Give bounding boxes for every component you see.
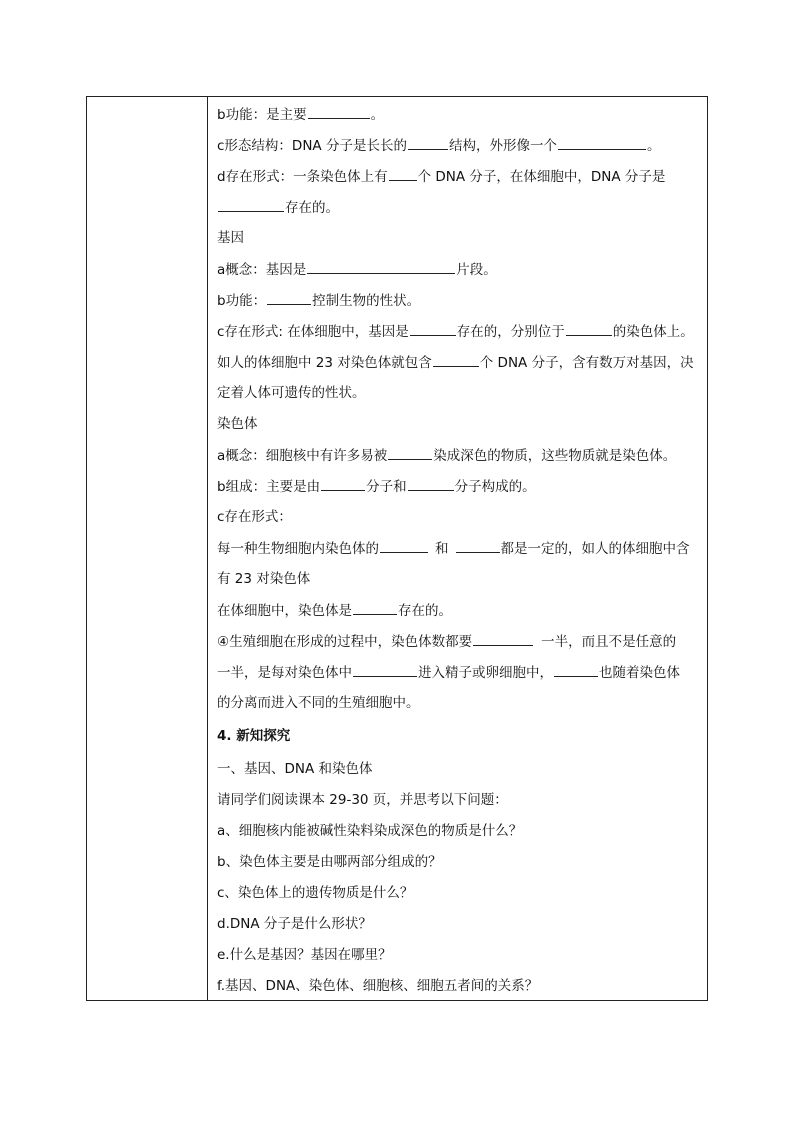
line-human-example-cont: 定着人体可遗传的性状。 bbox=[217, 385, 366, 401]
blank bbox=[380, 539, 428, 553]
blank bbox=[389, 167, 417, 181]
heading-gene: 基因 bbox=[217, 230, 244, 246]
blank bbox=[267, 291, 311, 305]
line-gene-function: b功能： 控制生物的性状。 bbox=[217, 293, 421, 309]
question-d: d.DNA 分子是什么形状？ bbox=[217, 916, 372, 932]
question-f: f.基因、DNA、染色体、细胞核、细胞五者间的关系？ bbox=[217, 978, 539, 994]
blank bbox=[353, 601, 397, 615]
blank bbox=[554, 663, 598, 677]
question-b: b、染色体主要是由哪两部分组成的？ bbox=[217, 854, 442, 870]
line-dna-existence: d存在形式：一条染色体上有 个 DNA 分子，在体细胞中，DNA 分子是 bbox=[217, 169, 666, 185]
column-divider bbox=[207, 97, 208, 1000]
worksheet-table bbox=[86, 96, 708, 1001]
question-c: c、染色体上的遗传物质是什么？ bbox=[217, 885, 414, 901]
subheading-gene-dna-chromosome: 一、基因、DNA 和染色体 bbox=[217, 761, 373, 777]
blank bbox=[456, 539, 500, 553]
blank bbox=[566, 322, 612, 336]
line-germ-cell-cont: 一半，是每对染色体中 进入精子或卵细胞中， 也随着染色体 bbox=[217, 665, 680, 681]
instruction-line: 请同学们阅读课本 29-30 页，并思考以下问题： bbox=[217, 792, 508, 808]
blank bbox=[558, 136, 646, 150]
blank bbox=[473, 632, 533, 646]
line-chromosome-existence: c存在形式： bbox=[217, 509, 292, 525]
line-gene-existence: c存在形式: 在体细胞中，基因是 存在的，分别位于 的染色体上。 bbox=[217, 324, 694, 340]
line-dna-existence-cont: 存在的。 bbox=[217, 198, 339, 217]
line-germ-cell: ④生殖细胞在形成的过程中，染色体数都要 一半，而且不是任意的 bbox=[217, 634, 677, 650]
line-chromosome-somatic: 在体细胞中，染色体是 存在的。 bbox=[217, 603, 452, 619]
line-dna-structure: c形态结构：DNA 分子是长长的 结构，外形像一个 。 bbox=[217, 138, 661, 154]
heading-chromosome: 染色体 bbox=[217, 416, 258, 432]
question-e: e.什么是基因？基因在哪里？ bbox=[217, 947, 392, 963]
line-germ-cell-end: 的分离而进入不同的生殖细胞中。 bbox=[217, 695, 420, 711]
line-human-example: 如人的体细胞中 23 对染色体就包含 个 DNA 分子，含有数万对基因，决 bbox=[217, 355, 694, 371]
blank bbox=[353, 663, 417, 677]
question-a: a、细胞核内能被碱性染料染成深色的物质是什么？ bbox=[217, 823, 523, 839]
line-chromosome-composition: b组成：主要是由 分子和 分子构成的。 bbox=[217, 479, 536, 495]
blank bbox=[388, 446, 432, 460]
blank bbox=[308, 105, 370, 119]
blank bbox=[410, 322, 456, 336]
line-chromosome-count-cont: 有 23 对染色体 bbox=[217, 571, 311, 587]
blank bbox=[408, 477, 454, 491]
line-chromosome-count: 每一种生物细胞内染色体的 和 都是一定的，如人的体细胞中含 bbox=[217, 541, 690, 557]
blank bbox=[307, 260, 455, 274]
blank bbox=[433, 353, 479, 367]
section-heading-new-knowledge: 4. 新知探究 bbox=[217, 728, 291, 744]
line-gene-concept: a概念：基因是 片段。 bbox=[217, 262, 497, 278]
blank bbox=[218, 198, 284, 212]
line-dna-function: b功能：是主要 。 bbox=[217, 107, 385, 123]
line-chromosome-concept: a概念：细胞核中有许多易被 染成深色的物质，这些物质就是染色体。 bbox=[217, 448, 677, 464]
blank bbox=[321, 477, 365, 491]
blank bbox=[408, 136, 448, 150]
